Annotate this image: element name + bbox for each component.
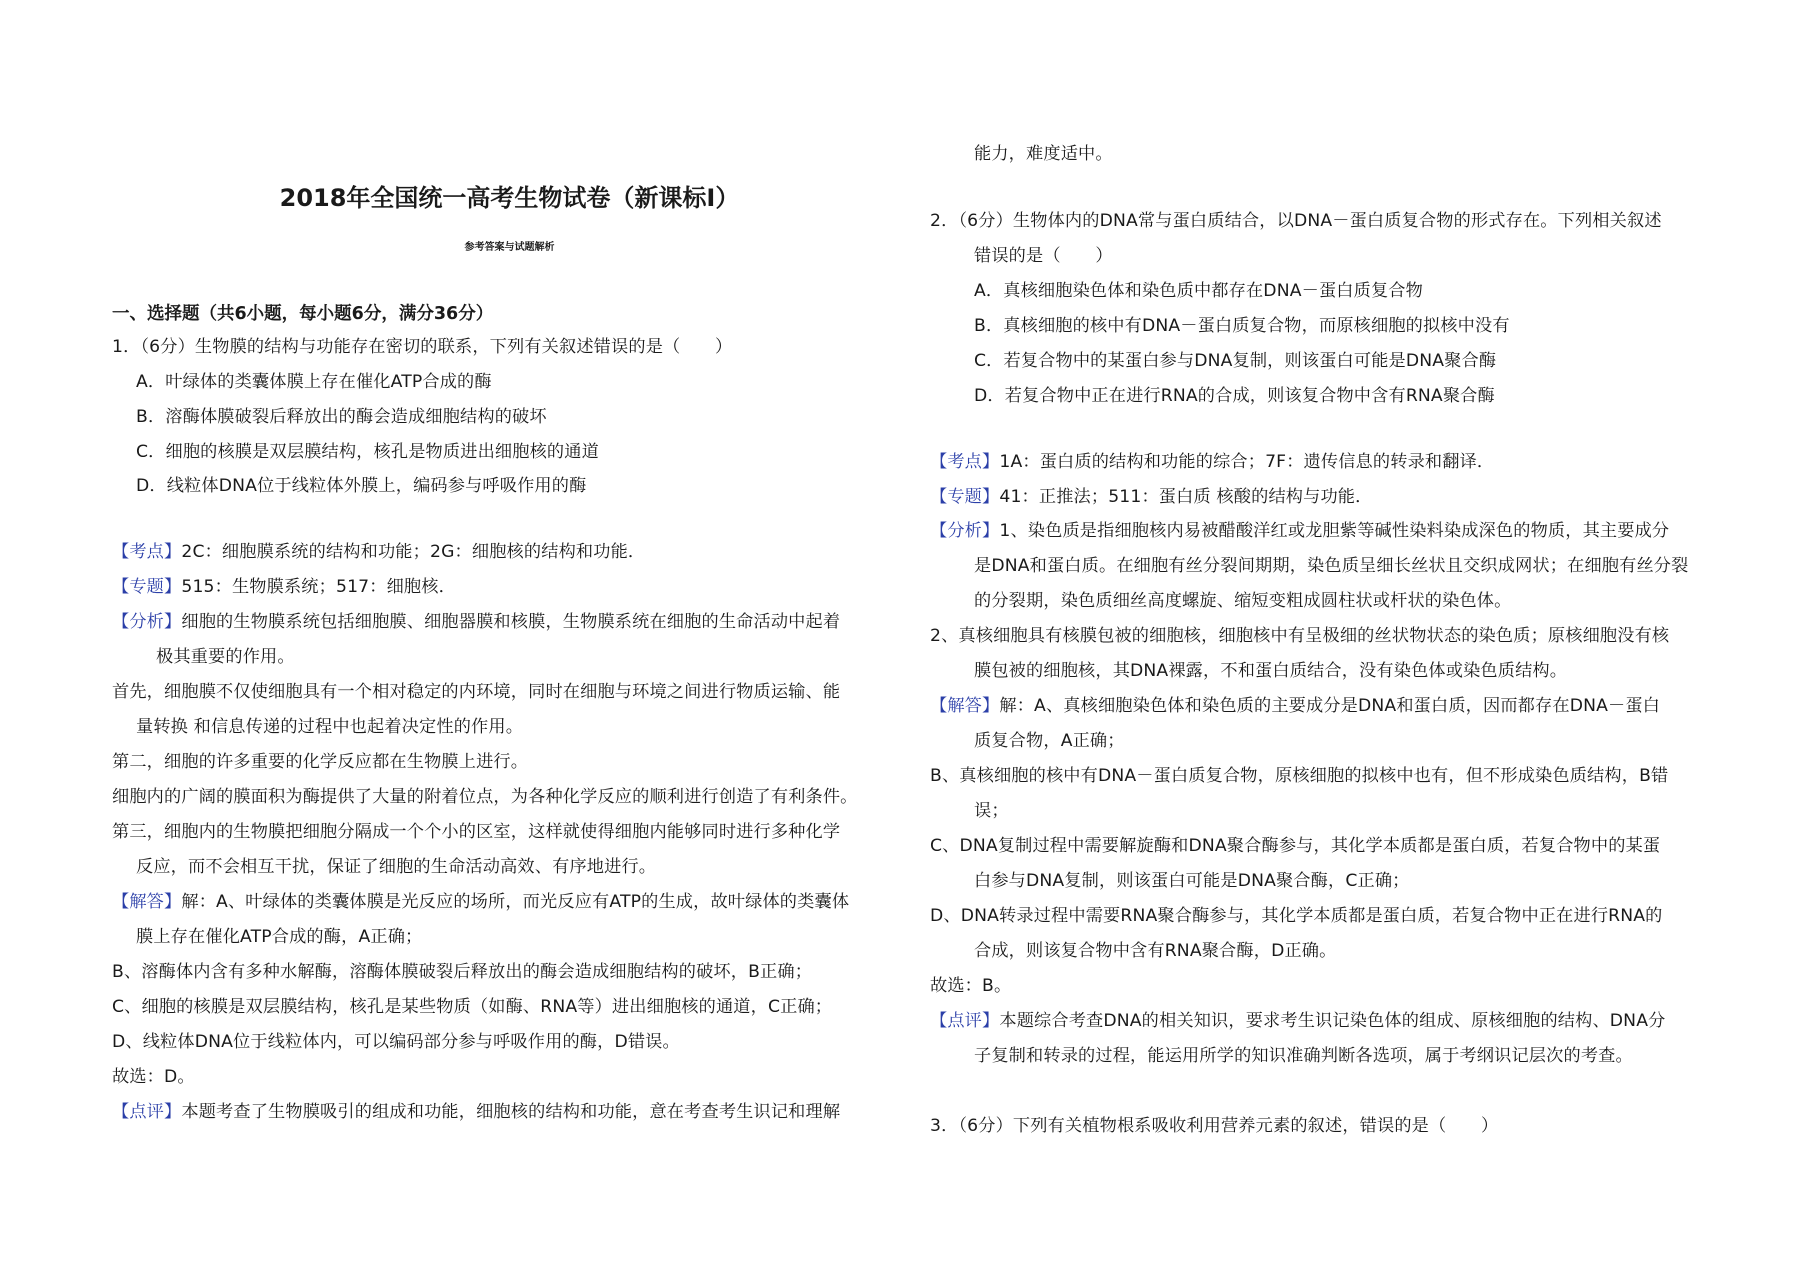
fenxi-line-1: 1、染色质是指细胞核内易被醋酸洋红或龙胆紫等碱性染料染成深色的物质，其主要成分 xyxy=(999,521,1670,541)
jieda-line: 合成，则该复合物中含有RNA聚合酶，D正确。 xyxy=(974,941,1337,961)
dianping-block xyxy=(112,1100,840,1124)
zhuanti-text: 41：正推法；511：蛋白质 核酸的结构与功能． xyxy=(999,487,1373,507)
dianping-tag: 【点评】 xyxy=(930,1011,1000,1031)
answer-line: 故选：B。 xyxy=(930,976,1012,996)
dianping-tag: 【点评】 xyxy=(112,1102,182,1122)
zhuanti-block xyxy=(930,485,1372,509)
kaodian-block xyxy=(112,540,645,564)
question-3-stem: 3．（6分）下列有关植物根系吸收利用营养元素的叙述，错误的是（ ） xyxy=(930,1116,1499,1136)
jieda-line-1: 解：A、叶绿体的类囊体膜是光反应的场所，而光反应有ATP的生成，故叶绿体的类囊体 xyxy=(181,892,850,912)
analysis-paragraph-line: 首先，细胞膜不仅使细胞具有一个相对稳定的内环境，同时在细胞与环境之间进行物质运输、能 xyxy=(112,682,841,702)
jieda-line: D、线粒体DNA位于线粒体内，可以编码部分参与呼吸作用的酶，D错误。 xyxy=(112,1032,680,1052)
jieda-line: 白参与DNA复制，则该蛋白可能是DNA聚合酶，C正确； xyxy=(974,871,1410,891)
fenxi-line-3: 的分裂期，染色质细丝高度螺旋、缩短变粗成圆柱状或杆状的染色体。 xyxy=(974,591,1512,611)
analysis-paragraph-line: 第三，细胞内的生物膜把细胞分隔成一个个小的区室，这样就使得细胞内能够同时进行多种化学 xyxy=(112,822,841,842)
fenxi-line-2: 极其重要的作用。 xyxy=(156,647,295,667)
fenxi-line-5: 膜包被的细胞核，其DNA裸露，不和蛋白质结合，没有染色体或染色质结构。 xyxy=(974,661,1568,681)
kaodian-text: 2C：细胞膜系统的结构和功能；2G：细胞核的结构和功能． xyxy=(181,542,646,562)
question-2-stem-line-2: 错误的是（ ） xyxy=(974,246,1113,266)
dianping-block xyxy=(930,1009,1665,1033)
answer-line: 故选：D。 xyxy=(112,1067,195,1087)
zhuanti-tag: 【专题】 xyxy=(930,487,1000,507)
analysis-paragraph-line: 量转换 和信息传递的过程中也起着决定性的作用。 xyxy=(136,717,524,737)
question-1-stem: 1．（6分）生物膜的结构与功能存在密切的联系，下列有关叙述错误的是（ ） xyxy=(112,337,733,357)
jieda-line-1: 解：A、真核细胞染色体和染色质的主要成分是DNA和蛋白质，因而都存在DNA－蛋白 xyxy=(999,696,1661,716)
dianping-line-2: 子复制和转录的过程，能运用所学的知识准确判断各选项，属于考纲识记层次的考查。 xyxy=(974,1046,1633,1066)
jieda-block xyxy=(930,694,1660,718)
fenxi-line-2: 是DNA和蛋白质。在细胞有丝分裂间期期，染色质呈细长丝状且交织成网状；在细胞有丝分裂 xyxy=(974,556,1689,576)
question-2-option-d: D．若复合物中正在进行RNA的合成，则该复合物中含有RNA聚合酶 xyxy=(974,386,1495,406)
fenxi-block xyxy=(930,519,1669,543)
fenxi-block xyxy=(112,610,840,634)
kaodian-tag: 【考点】 xyxy=(112,542,182,562)
kaodian-block xyxy=(930,450,1494,474)
exam-title: 2018年全国统一高考生物试卷（新课标I） xyxy=(279,184,740,212)
analysis-paragraph-line: 细胞内的广阔的膜面积为酶提供了大量的附着位点，为各种化学反应的顺利进行创造了有利条件。 xyxy=(112,787,858,807)
jieda-line-2: 膜上存在催化ATP合成的酶，A正确； xyxy=(136,927,423,947)
question-2-option-c: C．若复合物中的某蛋白参与DNA复制，则该蛋白可能是DNA聚合酶 xyxy=(974,351,1497,371)
question-1-option-b: B．溶酶体膜破裂后释放出的酶会造成细胞结构的破坏 xyxy=(136,407,547,427)
jieda-line: C、细胞的核膜是双层膜结构，核孔是某些物质（如酶、RNA等）进出细胞核的通道，C正确； xyxy=(112,997,833,1017)
jieda-line: 误； xyxy=(974,801,1009,821)
fenxi-line-1: 细胞的生物膜系统包括细胞膜、细胞器膜和核膜，生物膜系统在细胞的生命活动中起着 xyxy=(181,612,841,632)
question-1-option-d: D．线粒体DNA位于线粒体外膜上，编码参与呼吸作用的酶 xyxy=(136,476,587,496)
jieda-line: C、DNA复制过程中需要解旋酶和DNA聚合酶参与，其化学本质都是蛋白质，若复合物中的某蛋 xyxy=(930,836,1661,856)
zhuanti-block xyxy=(112,575,456,599)
section-heading: 一、选择题（共6小题，每小题6分，满分36分） xyxy=(112,304,494,324)
fenxi-line-4: 2、真核细胞具有核膜包被的细胞核，细胞核中有呈极细的丝状物状态的染色质；原核细胞没有核 xyxy=(930,626,1670,646)
jieda-block xyxy=(112,890,849,914)
zhuanti-text: 515：生物膜系统；517：细胞核． xyxy=(181,577,456,597)
kaodian-text: 1A：蛋白质的结构和功能的综合；7F：遗传信息的转录和翻译． xyxy=(999,452,1495,472)
question-1-option-c: C．细胞的核膜是双层膜结构，核孔是物质进出细胞核的通道 xyxy=(136,442,599,462)
dianping-line-1: 本题考查了生物膜吸引的组成和功能，细胞核的结构和功能，意在考查考生识记和理解 xyxy=(181,1102,841,1122)
continued-line: 能力，难度适中。 xyxy=(974,144,1113,164)
analysis-paragraph-line: 第二，细胞的许多重要的化学反应都在生物膜上进行。 xyxy=(112,752,529,772)
exam-subtitle: 参考答案与试题解析 xyxy=(464,242,555,253)
question-2-option-b: B．真核细胞的核中有DNA－蛋白质复合物，而原核细胞的拟核中没有 xyxy=(974,316,1510,336)
zhuanti-tag: 【专题】 xyxy=(112,577,182,597)
jieda-line-2: 质复合物，A正确； xyxy=(974,731,1125,751)
dianping-line-1: 本题综合考查DNA的相关知识，要求考生识记染色体的组成、原核细胞的结构、DNA分 xyxy=(999,1011,1666,1031)
fenxi-tag: 【分析】 xyxy=(930,521,1000,541)
fenxi-tag: 【分析】 xyxy=(112,612,182,632)
question-2-option-a: A．真核细胞染色体和染色质中都存在DNA－蛋白质复合物 xyxy=(974,281,1423,301)
kaodian-tag: 【考点】 xyxy=(930,452,1000,472)
question-1-option-a: A．叶绿体的类囊体膜上存在催化ATP合成的酶 xyxy=(136,372,492,392)
jieda-tag: 【解答】 xyxy=(112,892,182,912)
question-2-stem-line-1: 2．（6分）生物体内的DNA常与蛋白质结合，以DNA－蛋白质复合物的形式存在。下列相关叙述 xyxy=(930,211,1662,231)
jieda-line: D、DNA转录过程中需要RNA聚合酶参与，其化学本质都是蛋白质，若复合物中正在进行RNA的 xyxy=(930,906,1663,926)
jieda-tag: 【解答】 xyxy=(930,696,1000,716)
jieda-line: B、溶酶体内含有多种水解酶，溶酶体膜破裂后释放出的酶会造成细胞结构的破坏，B正确； xyxy=(112,962,813,982)
analysis-paragraph-line: 反应，而不会相互干扰，保证了细胞的生命活动高效、有序地进行。 xyxy=(136,857,657,877)
jieda-line: B、真核细胞的核中有DNA－蛋白质复合物，原核细胞的拟核中也有，但不形成染色质结构，B错 xyxy=(930,766,1669,786)
